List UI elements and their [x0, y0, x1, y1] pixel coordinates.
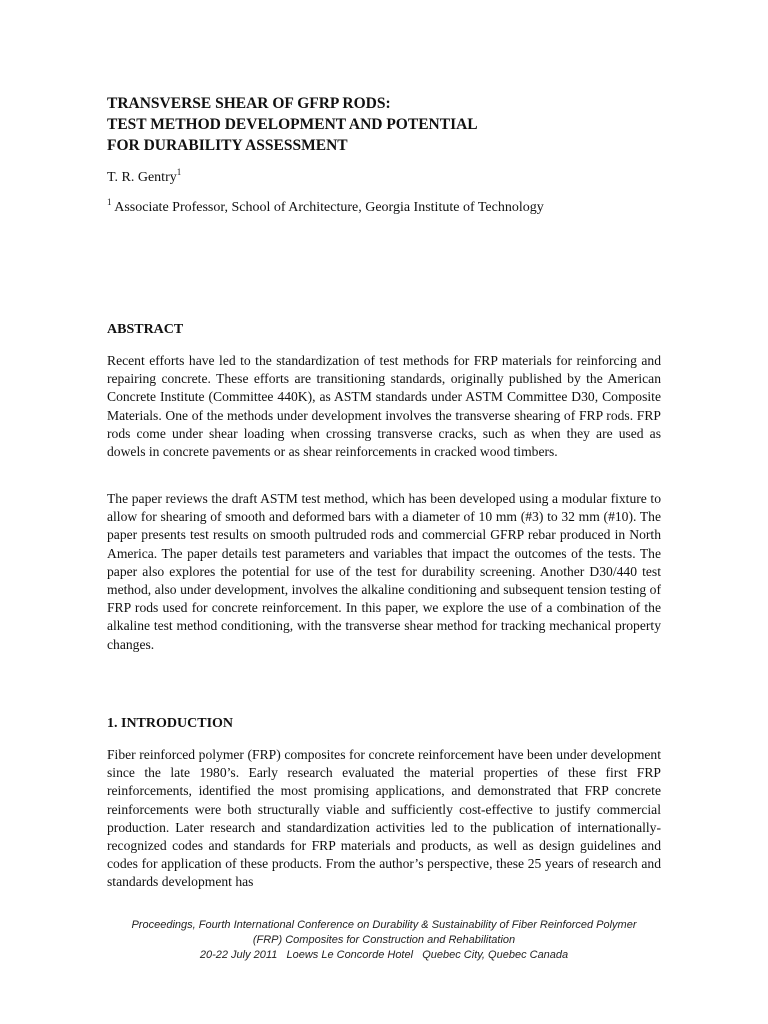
title-line-3: FOR DURABILITY ASSESSMENT: [107, 137, 348, 154]
abstract-paragraph-2: The paper reviews the draft ASTM test method, which has been developed using a modular fixture to allow for shearing of smooth and deformed bars with a diameter of 10 mm (#3) to 32 mm (#10). The paper presents test results on smooth pultruded rods and commercial GFRP rebar produced in North America. The paper details test parameters and variables that impact the outcomes of the tests. The paper also explores the potential for use of the test for durability screening. Another D30/440 test method, also under development, involves the alkaline conditioning and subsequent tension testing of FRP rods used for concrete reinforcement. In this paper, we explore the use of a combination of the alkaline test method conditioning, with the transverse shear method for tracking mechanical property changes.: [107, 491, 661, 652]
affiliation-line: [107, 197, 544, 216]
introduction-paragraph-1: Fiber reinforced polymer (FRP) composites for concrete reinforcement have been under development since the late 1980’s. Early research evaluated the material properties of these first FRP reinforcements, identified the most promising applications, and demonstrated that FRP concrete reinforcements were both structurally viable and sufficiently cost-effective to justify commercial production. Later research and standardization activities led to the publication of internationally-recognized codes and standards for FRP materials and products, as well as design guidelines and codes for application of these products. From the author’s perspective, these 25 years of research and standards development has: [107, 747, 661, 890]
author-name: T. R. Gentry: [107, 170, 177, 185]
author-line: [107, 167, 182, 186]
title-line-1: TRANSVERSE SHEAR OF GFRP RODS:: [107, 95, 391, 112]
title-line-2: TEST METHOD DEVELOPMENT AND POTENTIAL: [107, 116, 478, 133]
author-superscript: 1: [176, 167, 182, 177]
abstract-heading: ABSTRACT: [107, 322, 184, 337]
abstract-paragraph-1: Recent efforts have led to the standardization of test methods for FRP materials for reinforcing and repairing concrete. These efforts are transitioning standards, originally published by the American Concrete Institute (Committee 440K), as ASTM standards under ASTM Committee D30, Composite Materials. One of the methods under development involves the transverse shearing of FRP rods. FRP rods come under shear loading when crossing transverse cracks, such as when they are used as dowels in concrete pavements or as shear reinforcements in cracked wood timbers.: [107, 353, 661, 460]
footer-line-2: (FRP) Composites for Construction and Rehabilitation: [252, 934, 516, 946]
introduction-heading: 1. INTRODUCTION: [107, 716, 234, 731]
affiliation-superscript: 1: [107, 197, 112, 207]
paper-title: [107, 93, 661, 156]
proceedings-footer: [0, 918, 768, 963]
affiliation-text: Associate Professor, School of Architecture, Georgia Institute of Technology: [114, 200, 544, 215]
footer-line-3: 20-22 July 2011 Loews Le Concorde Hotel Quebec City, Quebec Canada: [199, 949, 569, 961]
footer-line-1: Proceedings, Fourth International Conference on Durability & Sustainability of Fiber Reinforced Polymer: [131, 919, 637, 931]
